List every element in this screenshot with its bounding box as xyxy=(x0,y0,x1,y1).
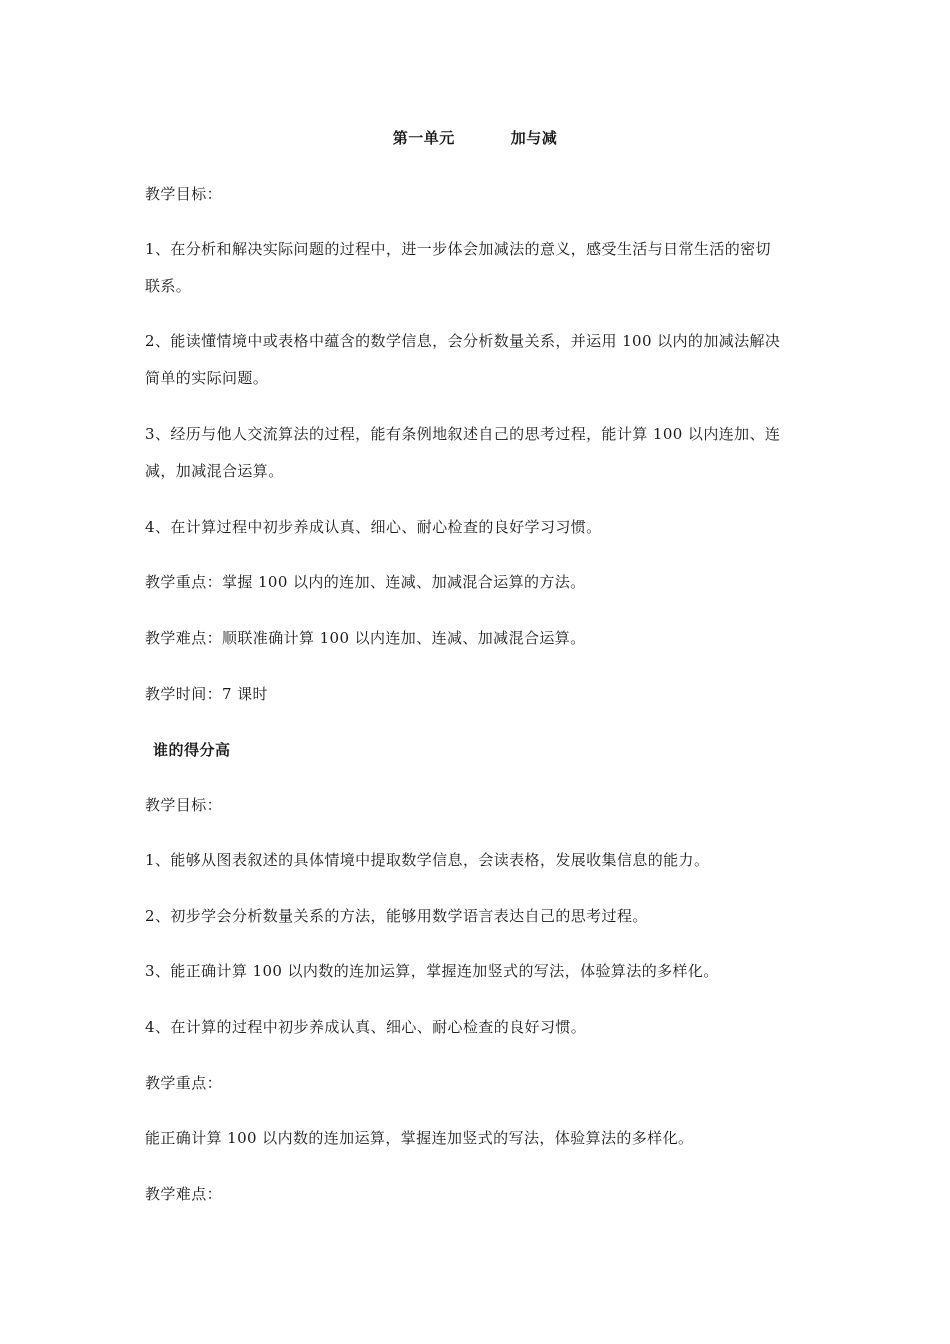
unit-objective-1-line2: 联系。 xyxy=(145,277,192,295)
lesson-objective-1: 1、能够从图表叙述的具体情境中提取数学信息，会读表格，发展收集信息的能力。 xyxy=(145,851,710,869)
unit-title-topic: 加与减 xyxy=(510,129,558,147)
lesson-key-point-label: 教学重点： xyxy=(145,1074,223,1092)
unit-objective-1-line1: 1、在分析和解决实际问题的过程中，进一步体会加减法的意义，感受生活与日常生活的密切 xyxy=(145,240,771,258)
lesson-objectives-label: 教学目标： xyxy=(145,796,223,814)
lesson-heading: 谁的得分高 xyxy=(153,741,231,759)
lesson-objective-3: 3、能正确计算 100 以内数的连加运算，掌握连加竖式的写法，体验算法的多样化。 xyxy=(145,962,719,980)
unit-time: 教学时间：7 课时 xyxy=(145,685,268,703)
unit-objective-3-line2: 减，加减混合运算。 xyxy=(145,462,284,480)
lesson-objective-2: 2、初步学会分析数量关系的方法，能够用数学语言表达自己的思考过程。 xyxy=(145,907,648,925)
unit-objectives-label: 教学目标： xyxy=(145,185,223,203)
lesson-key-point-text: 能正确计算 100 以内数的连加运算，掌握连加竖式的写法，体验算法的多样化。 xyxy=(145,1129,694,1147)
unit-key-point: 教学重点：掌握 100 以内的连加、连减、加减混合运算的方法。 xyxy=(145,573,586,591)
unit-objective-2-line1: 2、能读懂情境中或表格中蕴含的数学信息，会分析数量关系，并运用 100 以内的加减法解决 xyxy=(145,332,781,350)
unit-title xyxy=(0,127,950,148)
unit-difficulty: 教学难点：顺联准确计算 100 以内连加、连减、加减混合运算。 xyxy=(145,629,586,647)
unit-objective-3-line1: 3、经历与他人交流算法的过程，能有条例地叙述自己的思考过程，能计算 100 以内连加、连 xyxy=(145,425,781,443)
unit-title-number: 第一单元 xyxy=(392,129,455,147)
lesson-objective-4: 4、在计算的过程中初步养成认真、细心、耐心检查的良好习惯。 xyxy=(145,1018,587,1036)
unit-objective-4: 4、在计算过程中初步养成认真、细心、耐心检查的良好学习习惯。 xyxy=(145,518,602,536)
unit-objective-2-line2: 简单的实际问题。 xyxy=(145,369,269,387)
lesson-difficulty-label: 教学难点： xyxy=(145,1185,223,1203)
